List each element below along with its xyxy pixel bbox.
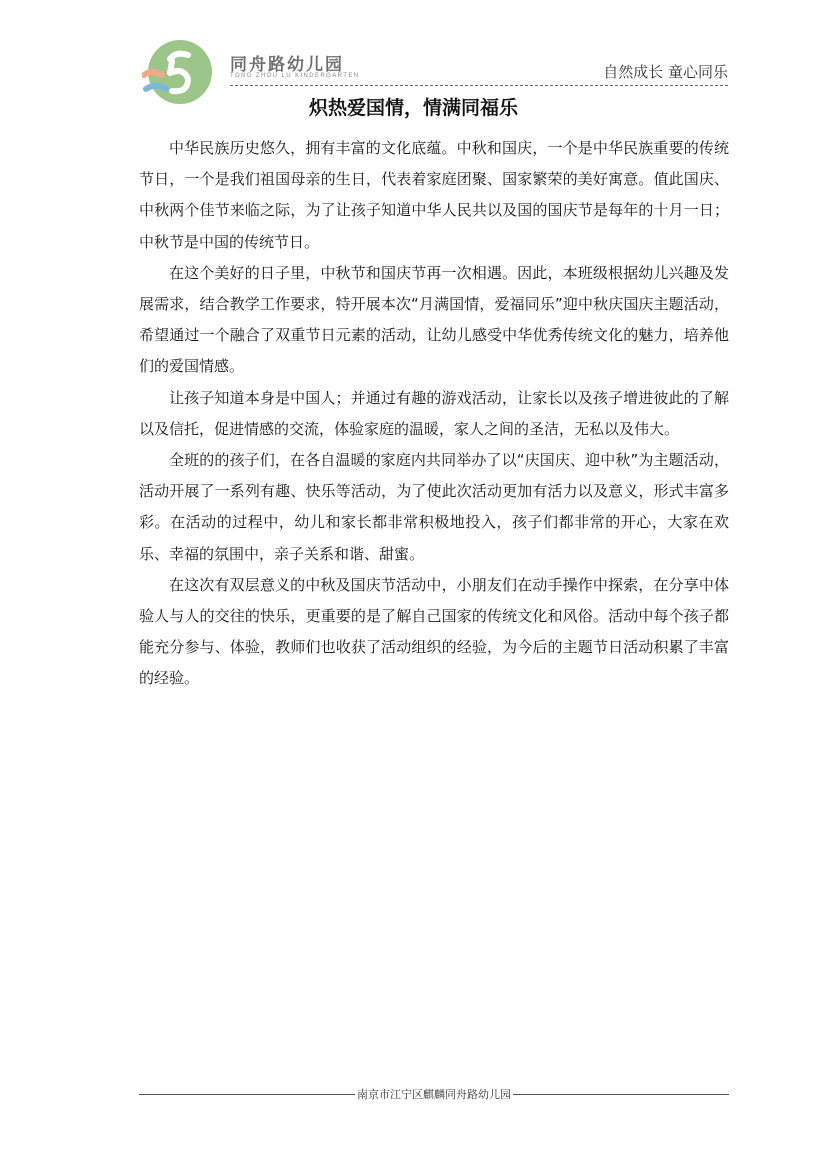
document-title: 炽热爱国情，情满同福乐: [308, 97, 518, 119]
header-divider: [230, 85, 728, 86]
page-footer: [139, 1086, 729, 1102]
header-slogan: 自然成长 童心同乐: [603, 63, 728, 81]
footer-text: 南京市江宁区麒麟同舟路幼儿园: [357, 1088, 511, 1101]
paragraph: 全班的的孩子们，在各自温暖的家庭内共同举办了以“庆国庆、迎中秋”为主题活动，活动开展了一系列有趣、快乐等活动，为了使此次活动更加有活力以及意义，形式丰富多彩。在活动的过程中，幼儿和家长都非常积极地投入，孩子们都非常的开心，大家在欢乐、幸福的氛围中，亲子关系和谐、甜蜜。: [139, 451, 729, 563]
document-body: [139, 133, 729, 695]
logo-school-name: 同舟路幼儿园: [230, 55, 344, 75]
paragraph: 在这次有双层意义的中秋及国庆节活动中，小朋友们在动手操作中探索，在分享中体验人与人的交往的快乐，更重要的是了解自己国家的传统文化和风俗。活动中每个孩子都能充分参与、体验，教师们也收获了活动组织的经验，为今后的主题节日活动积累了丰富的经验。: [139, 575, 729, 688]
footer-rule-right: [513, 1094, 729, 1095]
footer-rule-left: [139, 1094, 355, 1095]
paragraph: 在这个美好的日子里，中秋节和国庆节再一次相遇。因此，本班级根据幼儿兴趣及发展需求，结合教学工作要求，特开展本次“月满国情，爱福同乐”迎中秋庆国庆主题活动，希望通过一个融合了双重节日元素的活动，让幼儿感受中华优秀传统文化的魅力，培养他们的爱国情感。: [139, 263, 729, 376]
paragraph: 中华民族历史悠久，拥有丰富的文化底蕴。中秋和国庆，一个是中华民族重要的传统节日，一个是我们祖国母亲的生日，代表着家庭团聚、国家繁荣的美好寓意。值此国庆、中秋两个佳节来临之际，为了让孩子知道中华人民共以及国的国庆节是每年的十月一日；中秋节是中国的传统节日。: [139, 139, 729, 251]
paragraph: 让孩子知道本身是中国人；并通过有趣的游戏活动，让家长以及孩子增进彼此的了解以及信托，促进情感的交流，体验家庭的温暖，家人之间的圣洁，无私以及伟大。: [139, 388, 729, 438]
logo-english-name: TONG ZHOU LU KINDERGARTEN: [230, 73, 360, 79]
